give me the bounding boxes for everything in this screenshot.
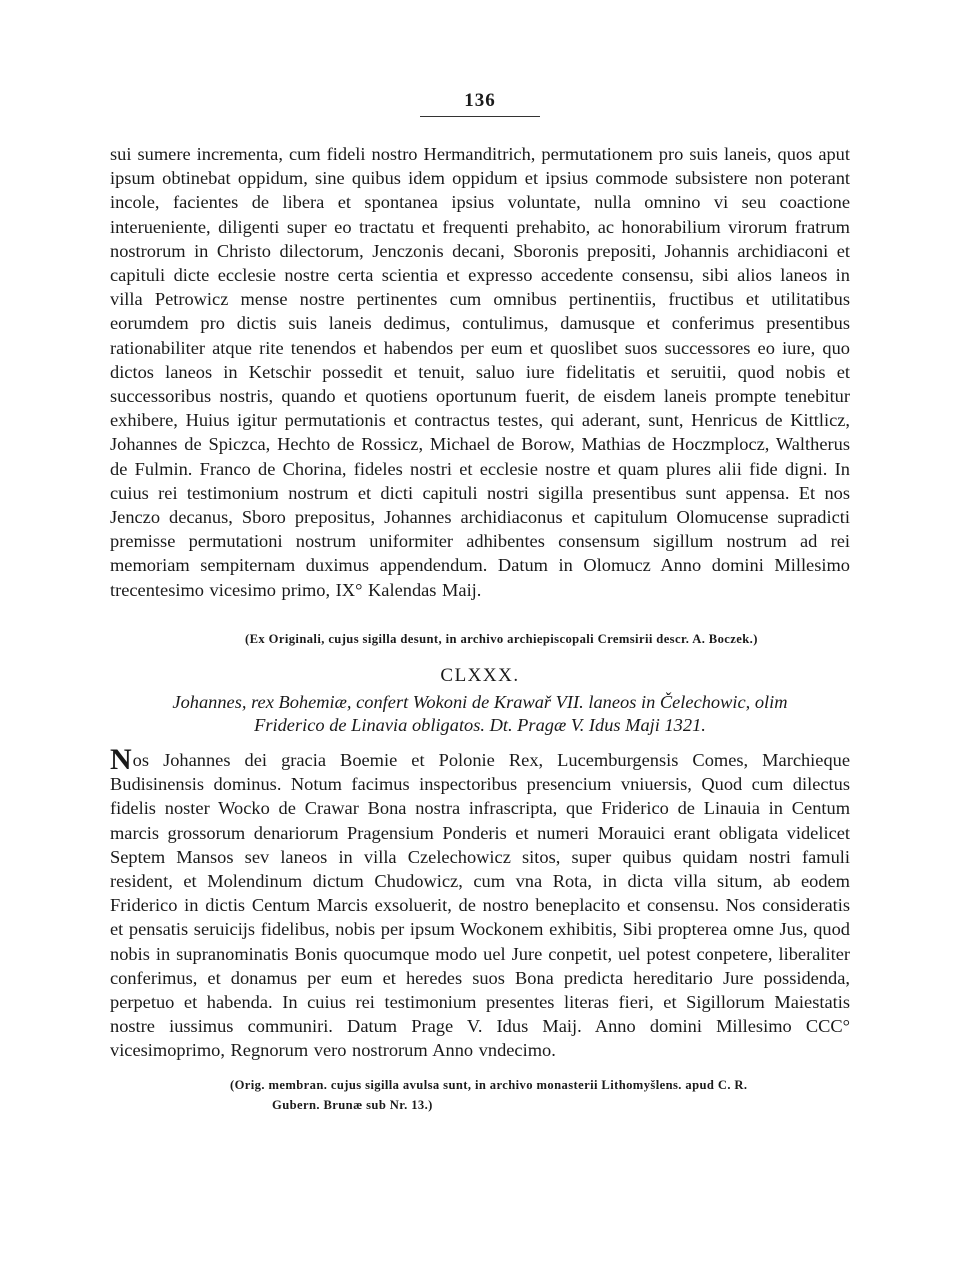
source-note-2-line-2: Gubern. Brunæ sub Nr. 13.) <box>272 1098 433 1112</box>
charter-heading-line-1: Johannes, rex Bohemiæ, confert Wokoni de Krawař VII. laneos in Čelechowic, olim <box>172 692 788 712</box>
page-number-rule <box>420 116 540 117</box>
source-note-2-line-1: (Orig. membran. cujus sigilla avulsa sunt, in archivo monasterii Lithomyšlens. apud C. R. <box>230 1078 748 1092</box>
charter-heading-line-2: Friderico de Linavia obligatos. Dt. Pragæ V. Idus Maji 1321. <box>254 715 706 735</box>
page-number: 136 <box>464 90 496 111</box>
drop-initial: N <box>110 743 132 776</box>
charter-text: os Johannes dei gracia Boemie et Polonie Rex, Lucemburgensis Comes, Marchieque Budisinensis dominus. Notum facimus inspectoribus presencium vniuersis, Quod cum dilectus fidelis noster Wocko de Crawar Bona nostra infrascripta, que Friderico de Linauia in Centum marcis grossorum denariorum Pragensium Ponderis et numeri Morauici erant obligata videlicet Septem Mansos sev laneos in villa Czelechowicz sitos, super quibus quidam nostri famuli resident, et Molendinum dictum Chudowicz, cum vna Rota, in dicta villa situm, ab eodem Friderico in dictis Centum Marcis exsoluerit, de nostro beneplacito et consensu. Nos consideratis et pensatis seruicijs fidelibus, nobis per ipsum Wockonem exhibitis, Sibi propterea omne Jus, quod nobis in supranominatis Bonis quocumque modo uel Jure conpetit, uel potest conpetere, liberaliter conferimus, et donamus per eum et heredes suos Bona predicta hereditario Jure possidenda, perpetuo et habenda. In cuius rei testimonium presentes literas fieri, et Sigillorum Maiestatis nostre iussimus communiri. Datum Prage V. Idus Maij. Anno domini Millesimo CCC° vicesimoprimo, Regnorum vero nostrorum Anno vndecimo. <box>110 750 850 1061</box>
charter-paragraph <box>110 743 850 1063</box>
continuation-paragraph: sui sumere incrementa, cum fideli nostro Hermanditrich, permutationem pro suis laneis, quos aput ipsum obtinebat oppidum, sine quibus idem oppidum et ipsius commode subsistere non poterant incole, facientes de libera et spontanea ipsius voluntate, nulla omnino vi seu coactione interueniente, diligenti super eo tractatu et frequenti prehabito, ac honorabilium virorum fratrum nostrorum in Christo dilectorum, Jenczonis decani, Sboronis prepositi, Johannis archidiaconi et capituli dicte ecclesie nostre certa scientia et expresso accedente consensu, sibi alios laneos in villa Petrowicz mense nostre pertinentes cum omnibus pertinentiis, fructibus et utilitatibus eorumdem pro dictis suis laneis dedimus, contulimus, damusque et conferimus presentibus rationabiliter atque rite tenendos et habendos per eum et quoslibet suos successores eo iure, quo dictos laneos in Ketschir possedit et tenuit, saluo iure fidelitatis et seruitii, quod nobis et successoribus nostris, quando et quotiens oportunum fuerit, de eisdem laneis prompte tenebitur exhibere, Huius igitur permutationis et contractus testes, qui aderant, sunt, Henricus de Kittlicz, Johannes de Spiczca, Hechto de Rossicz, Michael de Borow, Mathias de Hoczmplocz, Waltherus de Fulmin. Franco de Chorina, fideles nostri et ecclesie nostre et quam plures alii fide digni. In cuius rei testimonium nostrum et dicti capituli nostri sigilla presentibus sunt appensa. Et nos Jenczo decanus, Sboro prepositus, Johannes archidiaconus et capitulum Olomucense supradicti premisse permutationi nostrum uniformiter adhibentes consensum sigillum nostrum ad rei memoriam sempiternam duximus appendendum. Datum in Olomucz Anno domini Millesimo trecentesimo vicesimo primo, IX° Kalendas Maij. <box>110 144 850 600</box>
source-note-1: (Ex Originali, cujus sigilla desunt, in archivo archiepiscopali Cremsirii descr. A. Boczek.) <box>245 632 758 646</box>
charter-heading <box>110 691 850 737</box>
charter-number: CLXXX. <box>440 665 520 686</box>
source-note-2 <box>230 1075 860 1115</box>
